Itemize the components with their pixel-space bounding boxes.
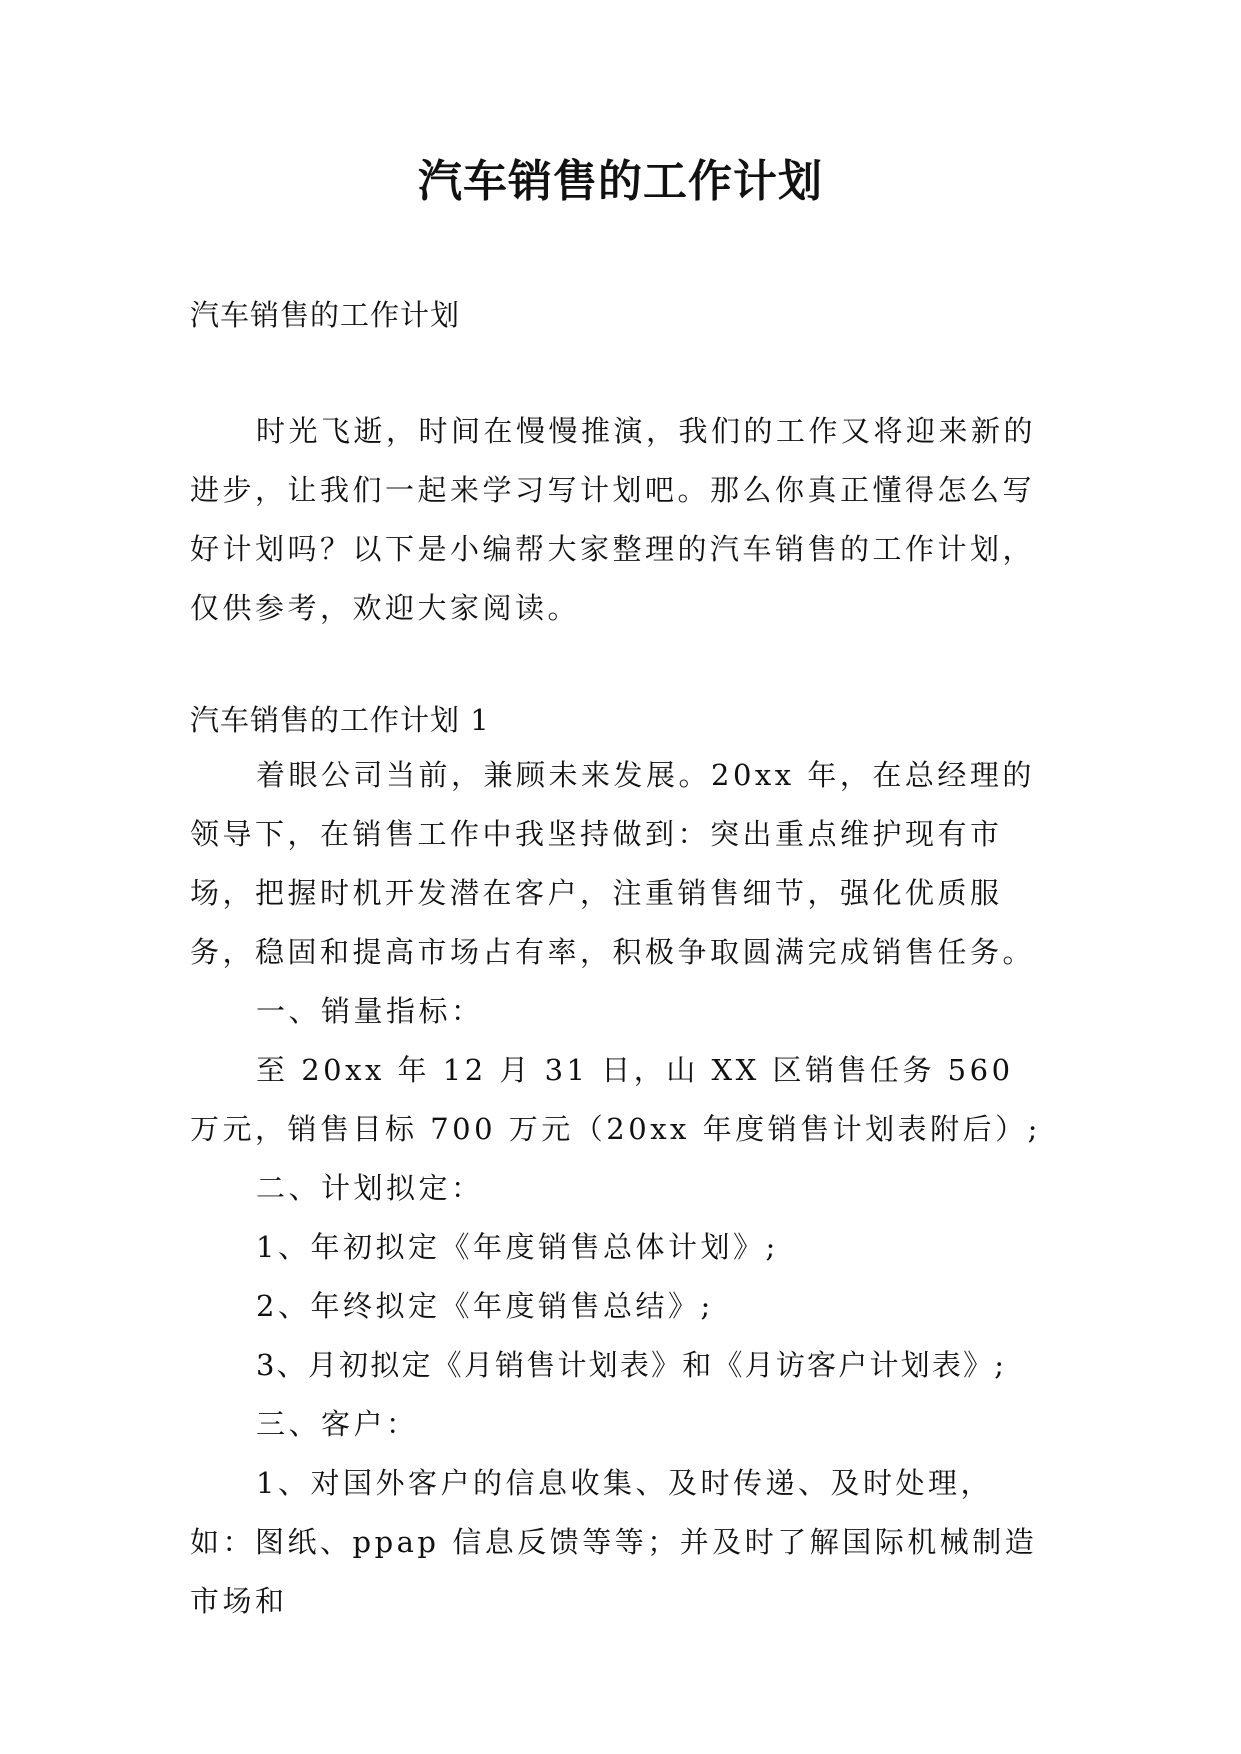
paragraph: 至 20xx 年 12 月 31 日，山 XX 区销售任务 560 万元，销售目标 700 万元（20xx 年度销售计划表附后）; (190, 1053, 1041, 1146)
paragraph: 一、销量指标： (256, 994, 484, 1028)
document-title: 汽车销售的工作计划 (418, 156, 823, 207)
document-subtitle: 汽车销售的工作计划 (190, 298, 461, 332)
section-title: 汽车销售的工作计划 1 (190, 703, 490, 737)
paragraph: 3、月初拟定《月销售计划表》和《月访客户计划表》; (256, 1348, 1007, 1382)
paragraph: 1、对国外客户的信息收集、及时传递、及时处理，如：图纸、ppap 信息反馈等等；并及时了解国际机械制造市场和 (190, 1466, 1038, 1618)
paragraph: 二、计划拟定： (256, 1171, 484, 1205)
paragraph: 着眼公司当前，兼顾未来发展。20xx 年，在总经理的领导下，在销售工作中我坚持做到：突出重点维护现有市场，把握时机开发潜在客户，注重销售细节，强化优质服务，稳固和提高市场占有率，积极争取圆满完成销售任务。 (190, 758, 1036, 969)
paragraph: 2、年终拟定《年度销售总结》; (256, 1289, 714, 1323)
paragraph: 三、客户： (256, 1407, 419, 1441)
intro-paragraph: 时光飞逝，时间在慢慢推演，我们的工作又将迎来新的进步，让我们一起来学习写计划吧。那么你真正懂得怎么写好计划吗？以下是小编帮大家整理的汽车销售的工作计划，仅供参考，欢迎大家阅读。 (190, 414, 1037, 625)
paragraph: 1、年初拟定《年度销售总体计划》; (256, 1230, 779, 1264)
section-body (190, 746, 1054, 1631)
